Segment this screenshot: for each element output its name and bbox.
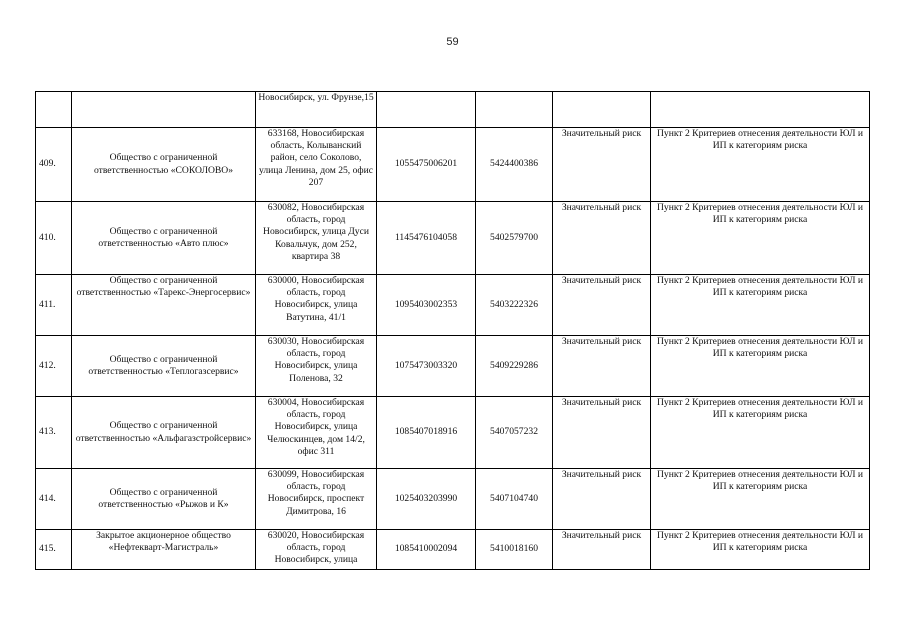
organization-name: Общество с ограниченной ответственностью «СОКОЛОВО» [72, 128, 256, 202]
inn-value [476, 92, 553, 128]
organization-address: 630000, Новосибирская область, город Новосибирск, улица Ватутина, 41/1 [256, 275, 377, 336]
risk-category: Значительный риск [553, 128, 651, 202]
risk-category [553, 92, 651, 128]
risk-basis [651, 92, 870, 128]
row-number: 413. [36, 397, 72, 469]
inn-value: 5407104740 [476, 469, 553, 530]
risk-basis: Пункт 2 Критериев отнесения деятельности ЮЛ и ИП к категориям риска [651, 275, 870, 336]
organization-address: 630082, Новосибирская область, город Новосибирск, улица Дуси Ковальчук, дом 252, квартира 38 [256, 202, 377, 275]
table-row [36, 530, 870, 570]
organization-name: Закрытое акционерное общество «Нефтекварт-Магистраль» [72, 530, 256, 570]
table-row [36, 202, 870, 275]
table-row [36, 336, 870, 397]
page-number: 59 [446, 36, 459, 48]
row-number: 414. [36, 469, 72, 530]
risk-basis: Пункт 2 Критериев отнесения деятельности ЮЛ и ИП к категориям риска [651, 202, 870, 275]
risk-basis: Пункт 2 Критериев отнесения деятельности ЮЛ и ИП к категориям риска [651, 128, 870, 202]
risk-basis: Пункт 2 Критериев отнесения деятельности ЮЛ и ИП к категориям риска [651, 530, 870, 570]
inn-value: 5410018160 [476, 530, 553, 570]
risk-category: Значительный риск [553, 530, 651, 570]
risk-basis: Пункт 2 Критериев отнесения деятельности ЮЛ и ИП к категориям риска [651, 336, 870, 397]
risk-basis: Пункт 2 Критериев отнесения деятельности ЮЛ и ИП к категориям риска [651, 469, 870, 530]
table-row [36, 397, 870, 469]
inn-value: 5409229286 [476, 336, 553, 397]
organization-address: Новосибирск, ул. Фрунзе,15 [256, 92, 377, 128]
organization-name: Общество с ограниченной ответственностью «Теплогазсервис» [72, 336, 256, 397]
organization-address: 633168, Новосибирская область, Колыванский район, село Соколово, улица Ленина, дом 25, офис 207 [256, 128, 377, 202]
inn-value: 5407057232 [476, 397, 553, 469]
row-number [36, 92, 72, 128]
risk-category: Значительный риск [553, 275, 651, 336]
risk-category: Значительный риск [553, 397, 651, 469]
row-number: 412. [36, 336, 72, 397]
ogrn-value: 1145476104058 [377, 202, 476, 275]
inn-value: 5424400386 [476, 128, 553, 202]
ogrn-value [377, 92, 476, 128]
row-number: 415. [36, 530, 72, 570]
ogrn-value: 1075473003320 [377, 336, 476, 397]
organization-name [72, 92, 256, 128]
organization-name: Общество с ограниченной ответственностью «Альфагазстройсервис» [72, 397, 256, 469]
inn-value: 5402579700 [476, 202, 553, 275]
ogrn-value: 1085407018916 [377, 397, 476, 469]
row-number: 410. [36, 202, 72, 275]
ogrn-value: 1025403203990 [377, 469, 476, 530]
table-row [36, 469, 870, 530]
inn-value: 5403222326 [476, 275, 553, 336]
organization-name: Общество с ограниченной ответственностью «Рыжов и К» [72, 469, 256, 530]
risk-registry-table [35, 91, 870, 570]
organization-address: 630004, Новосибирская область, город Новосибирск, улица Челюскинцев, дом 14/2, офис 311 [256, 397, 377, 469]
organization-address: 630099, Новосибирская область, город Новосибирск, проспект Димитрова, 16 [256, 469, 377, 530]
row-number: 411. [36, 275, 72, 336]
organization-address: 630020, Новосибирская область, город Новосибирск, улица [256, 530, 377, 570]
organization-name: Общество с ограниченной ответственностью «Авто плюс» [72, 202, 256, 275]
organization-name: Общество с ограниченной ответственностью «Тарекс-Энергосервис» [72, 275, 256, 336]
ogrn-value: 1055475006201 [377, 128, 476, 202]
risk-category: Значительный риск [553, 202, 651, 275]
table-row [36, 128, 870, 202]
ogrn-value: 1095403002353 [377, 275, 476, 336]
ogrn-value: 1085410002094 [377, 530, 476, 570]
risk-category: Значительный риск [553, 469, 651, 530]
risk-basis: Пункт 2 Критериев отнесения деятельности ЮЛ и ИП к категориям риска [651, 397, 870, 469]
organization-address: 630030, Новосибирская область, город Новосибирск, улица Поленова, 32 [256, 336, 377, 397]
row-number: 409. [36, 128, 72, 202]
risk-category: Значительный риск [553, 336, 651, 397]
table-row [36, 275, 870, 336]
table-row [36, 92, 870, 128]
